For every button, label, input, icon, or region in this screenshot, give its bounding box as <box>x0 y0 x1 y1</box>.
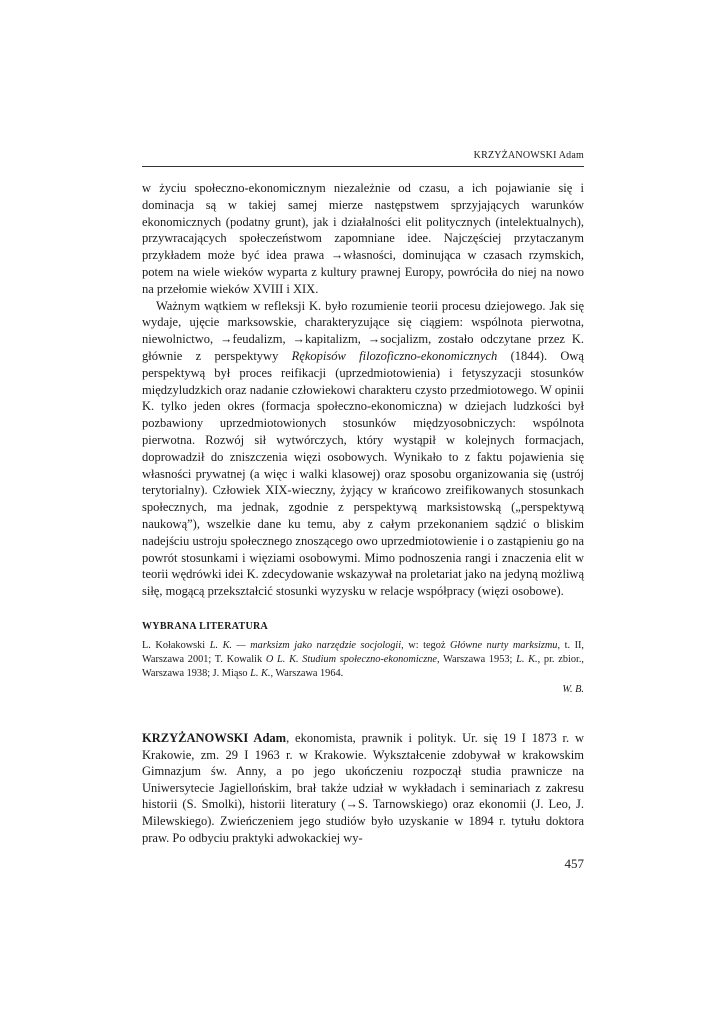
text-span: , Warszawa 1964. <box>270 668 344 680</box>
entry-body <box>142 730 584 846</box>
italic-title: Rękopisów filozoficzno-ekonomicznych <box>291 348 498 363</box>
running-head: KRZYŻANOWSKI Adam <box>473 150 584 161</box>
paragraph <box>142 298 584 600</box>
page-number: 457 <box>564 856 584 871</box>
text-span: , ekonomista, prawnik i polityk. Ur. się 19 I 1873 r. w Krakowie, zm. 29 I 1963 r. w Krakowie. Wykształcenie zdobywał w krakowskim Gimnazjum św. Anny, a po jego ukończeniu rozpoczął studia prawnicze na Uniwersytecie Jagiellońskim, brał także udział w wykładach i seminariach z zakresu historii (S. Smolki), historii literatury (→S. Tarnowskiego) oraz ekonomii (J. Leo, J. Milewskiego). Zwieńczeniem jego studiów było uzyskanie w 1894 r. tytułu doktora praw. Po odbyciu praktyki adwokackiej wy- <box>142 731 584 845</box>
text-span: (1844). Ową perspektywą był proces reifikacji (uprzedmiotowienia) i fetyszyzacji stosunków międzyludzkich oraz nadanie człowiekowi charakteru czysto przedmiotowego. W opinii K. tylko jeden okres (formacja społeczno-ekonomiczna) w dziejach ludzkości był pozbawiony uprzedmiotowionych stosunków międzyosobniczych: wspólnota pierwotna. Rozwój sił wytwórczych, który wystąpił w kolejnych formacjach, doprowadził do zniszczenia więzi osobowych. Wynikało to z faktu pojawienia się własności prywatnej (a więc i walki klasowej) oraz sposobu organizowania się (ustrój terytorialny). Człowiek XIX-wieczny, żyjący w krańcowo zreifikowanych stosunkach społecznych, ma jednak, zgodnie z perspektywą marksistowską („perspektywą naukową”), wszelkie dane ku temu, aby z całym przekonaniem sądzić o bliskim nadejściu ustroju społecznego znoszącego owo uprzedmiotowienie i o zastąpieniu go na powrót stosunkami i więziami osobowymi. Mimo podnoszenia rangi i znaczenia elit w teorii wędrówki idei K. zdecydowanie wskazywał na proletariat jako na jedyną możliwą siłę, mogącą przekształcić stosunki wyzysku w relacje współpracy (więzi osobowe). <box>142 348 584 599</box>
bibliography-list <box>142 639 584 682</box>
text-span: , w: tegoż <box>401 640 450 651</box>
text-span: , pr. zbior., Warszawa 1938; J. Miąso <box>142 654 584 680</box>
paragraph <box>142 730 584 846</box>
italic-title: L. K. — marksizm jako narzędzie socjologii <box>209 640 402 651</box>
article-body <box>142 180 584 600</box>
author-signature: W. B. <box>562 684 584 695</box>
entry-headword: KRZYŻANOWSKI Adam <box>142 731 287 745</box>
text-span: , t. II, Warszawa 2001; T. Kowalik <box>142 640 584 666</box>
header-rule <box>142 166 584 167</box>
italic-title: L. K. <box>250 668 271 680</box>
italic-title: L. K. <box>516 654 538 666</box>
italic-title: O L. K. Studium społeczno-ekonomiczne <box>265 654 437 666</box>
text-span: , Warszawa 1953; <box>436 654 517 666</box>
bibliography-entry <box>142 639 584 682</box>
italic-title: Główne nurty marksizmu <box>449 640 558 651</box>
text-span: L. Kołakowski <box>142 640 210 651</box>
paragraph: w życiu społeczno-ekonomicznym niezależnie od czasu, a ich pojawianie się i dominacja są w takiej samej mierze następstwem sprzyjających warunków ekonomicznych (podatny grunt), jak i działalności elit politycznych (intelektualnych), przywracających społeczeństwom zapomniane idee. Najczęściej przytaczanym przykładem może być idea prawa →własności, dominująca w czasach rzymskich, potem na wiele wieków wyparta z kultury prawnej Europy, powróciła do niej na nowo na przełomie wieków XVIII i XIX. <box>142 181 584 296</box>
text-span: Ważnym wątkiem w refleksji K. było rozumienie teorii procesu dziejowego. Jak się wydaje, ujęcie marksowskie, charakteryzujące się ciągiem: wspólnota pierwotna, niewolnictwo, →feudalizm, →kapitalizm, →socjalizm, zostało odczytane przez K. głównie z perspektywy <box>142 298 584 363</box>
bibliography-heading: WYBRANA LITERATURA <box>142 621 269 632</box>
